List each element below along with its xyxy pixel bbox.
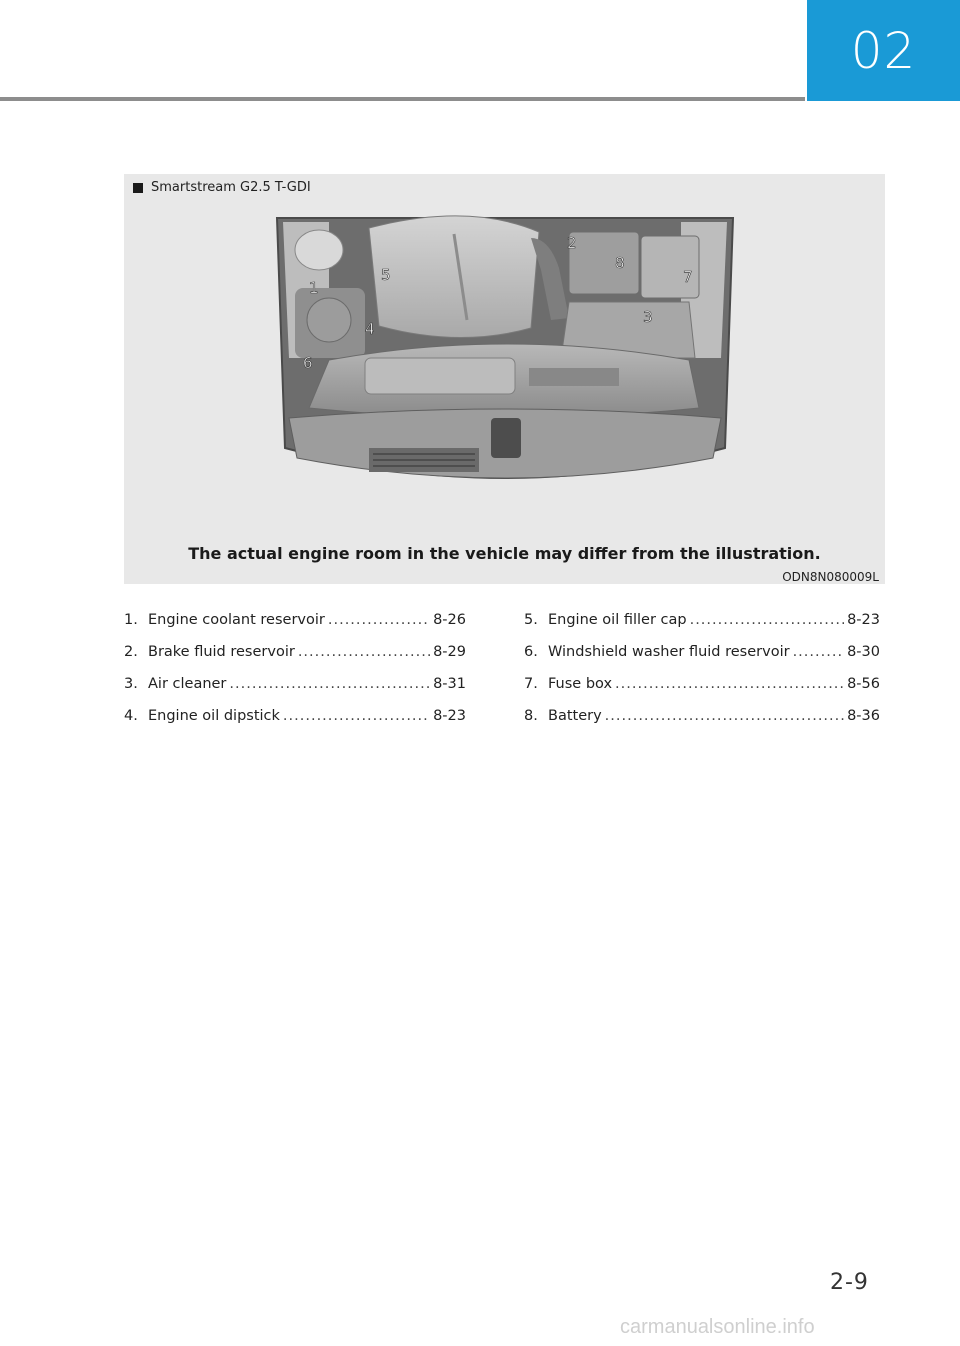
item-number: 7. [524, 676, 538, 692]
header-rule [0, 97, 805, 101]
item-number: 5. [524, 612, 538, 628]
item-number: 8. [524, 708, 538, 724]
callout-2: 2 [567, 234, 577, 252]
item-label: Engine coolant reservoir [148, 612, 325, 628]
item-label: Brake fluid reservoir [148, 644, 295, 660]
dot-leader [229, 668, 430, 700]
watermark: carmanualsonline.info [620, 1316, 815, 1338]
square-bullet-icon [133, 183, 143, 193]
list-item [524, 700, 880, 732]
item-page-ref: 8-29 [433, 644, 466, 660]
chapter-tab: 02 [807, 0, 960, 101]
item-label: Engine oil dipstick [148, 708, 280, 724]
component-list-left [124, 604, 466, 732]
item-page-ref: 8-30 [847, 644, 880, 660]
list-item [124, 700, 466, 732]
item-page-ref: 8-23 [433, 708, 466, 724]
item-label: Fuse box [548, 676, 613, 692]
engine-illustration [269, 208, 741, 508]
figure-heading-text: Smartstream G2.5 T-GDI [151, 180, 311, 195]
list-item [524, 668, 880, 700]
item-number: 4. [124, 708, 138, 724]
callout-1: 1 [309, 279, 319, 297]
callout-4: 4 [365, 320, 375, 338]
item-page-ref: 8-31 [433, 676, 466, 692]
dot-leader [328, 604, 430, 636]
list-item [124, 636, 466, 668]
item-label: Engine oil filler cap [548, 612, 687, 628]
item-number: 6. [524, 644, 538, 660]
item-label: Air cleaner [148, 676, 227, 692]
figure-code: ODN8N080009L [782, 570, 879, 584]
dot-leader [793, 636, 845, 668]
dot-leader [283, 700, 430, 732]
item-label: Windshield washer fluid reservoir [548, 644, 790, 660]
callout-7: 7 [683, 268, 693, 286]
list-item [524, 636, 880, 668]
callout-3: 3 [643, 308, 653, 326]
item-page-ref: 8-36 [847, 708, 880, 724]
callout-6: 6 [303, 354, 313, 372]
engine-room-figure [124, 174, 885, 584]
figure-heading [133, 180, 311, 195]
item-number: 1. [124, 612, 138, 628]
dot-leader [298, 636, 430, 668]
item-number: 3. [124, 676, 138, 692]
item-number: 2. [124, 644, 138, 660]
list-item [524, 604, 880, 636]
dot-leader [615, 668, 844, 700]
callout-5: 5 [381, 266, 391, 284]
item-page-ref: 8-26 [433, 612, 466, 628]
page-number: 2-9 [830, 1270, 869, 1295]
list-item [124, 604, 466, 636]
item-label: Battery [548, 708, 602, 724]
dot-leader [605, 700, 844, 732]
figure-caption: The actual engine room in the vehicle may differ from the illustration. [188, 544, 821, 563]
callout-8: 8 [615, 254, 625, 272]
item-page-ref: 8-56 [847, 676, 880, 692]
component-list-right [524, 604, 880, 732]
list-item [124, 668, 466, 700]
item-page-ref: 8-23 [847, 612, 880, 628]
dot-leader [690, 604, 844, 636]
